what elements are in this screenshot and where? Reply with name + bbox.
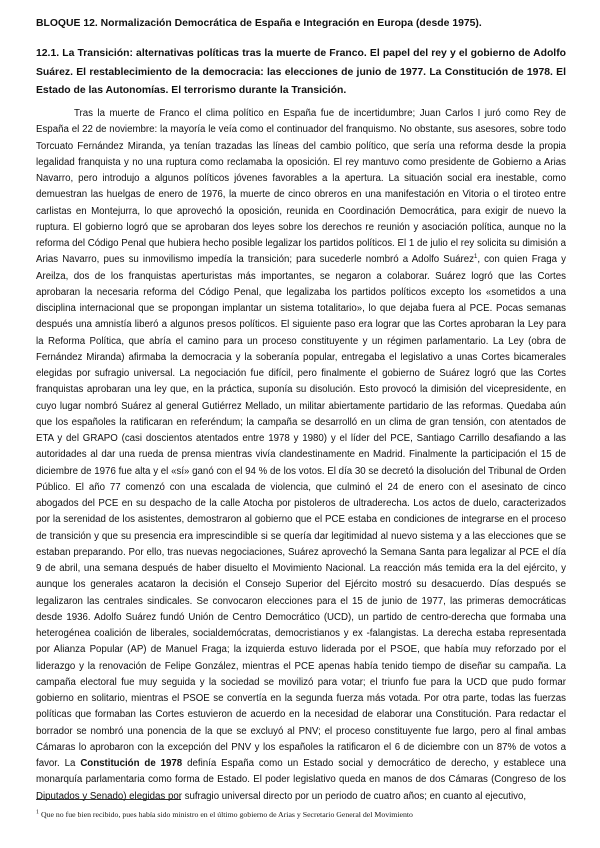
- constitution-term: Constitución de 1978: [80, 758, 183, 769]
- body-paragraph: [36, 106, 566, 805]
- block-title: BLOQUE 12. Normalización Democrática de España e Integración en Europa (desde 1975).: [36, 18, 482, 29]
- footnote: [36, 810, 566, 820]
- footnote-reference[interactable]: 1: [474, 254, 478, 261]
- footnote-divider: [36, 799, 181, 800]
- body-text-part-2: , con quien Fraga y Areilza, dos de los franquistas aperturistas más importantes, se negaron a colaborar. Suárez logró que las Cortes aprobaran la necesaria reforma del Código Penal, que legalizaba los partidos políticos excepto los «sometidos a una disciplina internacional que se propongan implantar un sistema totalitario», lo que dejaba fuera al PCE. Pocas semanas después una amnistía liberó a algunos presos políticos. El siguiente paso era lograr que las Cortes aprobaran la Ley para la Reforma Política, que abría el camino para un proceso constituyente y un régimen parlamentario. La Ley (obra de Fernández Miranda) afirmaba la democracia y la soberanía popular, entregaba el legislativo a unas Cortes bicamerales elegidas por sufragio universal. La negociación fue difícil, pero finalmente el gobierno de Suárez logró que las Cortes franquistas aprobaran una ley que, en la práctica, suponía su disolución. Esto provocó la dimisión del vicepresidente, en cuyo lugar nombró Suárez al general Gutiérrez Mellado, un militar abiertamente partidario de las reformas. Quedaba aún que los españoles la ratificaran en referéndum; la campaña se desarrolló en un clima de gran tensión, con atentados de ETA y del GRAPO (casi doscientos atentados entre 1978 y 1980) y el líder del PCE, Santiago Carrillo desafiando a las autoridades al dar una rueda de prensa mientras vivía clandestinamente en Madrid. Finalmente la participación el 15 de diciembre de 1976 fue alta y el «sí» ganó con el 94 % de los votos. El día 30 se decretó la disolución del Tribunal de Orden Público. El año 77 comenzó con una escalada de violencia, que culminó el 24 de enero con el asesinato de cinco abogados del PCE en su despacho de la calle Atocha por pistoleros de ultraderecha. Los actos de duelo, caracterizados por la serenidad de los asistentes, demostraron al gobierno que el PCE estaba en condiciones de integrarse en el proceso de transición y que su presencia era imprescindible si se quería dar legitimidad al nuevo sistema y a las elecciones que se estaban preparando. Por ello, tras nuevas negociaciones, Suárez aprovechó la Semana Santa para legalizar al PCE el día 9 de abril, una semana después de haber disuelto el Movimiento Nacional. La reacción más temida era la del ejército, y aunque los generales acataron la decisión el Consejo Superior del Ejército mostró su desacuerdo. Días después se legalizaron las centrales sindicales. Se convocaron elecciones para el 15 de junio de 1977, las primeras democráticas desde 1936. Adolfo Suárez fundó Unión de Centro Democrático (UCD), un partido de centro-derecha que formaba una heterogénea coalición de liberales, socialdemócratas, democristianos y ex -falangistas. La derecha estaba representada por Alianza Popular (AP) de Manuel Fraga; la izquierda estuvo liderada por el PSOE, que había muy reforzado por el liderazgo y la renovación de Felipe González, mientras el PCE apenas había tenido tiempo de diseñar su campaña. La campaña electoral fue muy seguida y la sociedad se movilizó para votar; el triunfo fue para la UCD que pudo formar gobierno en solitario, mientras el PSOE se convertía en la segunda fuerza más votada. Por otra parte, todas las fuerzas políticas que formaban las Cortes estuvieron de acuerdo en la necesidad de elaborar una Constitución. Para redactar el borrador se nombró una ponencia de la que se excluyó al PNV; el proceso constituyente fue largo, pero al final ambas Cámaras lo aprobaron con la excepción del PNV y los españoles la ratificaron el 6 de diciembre con un 87% de votos a favor. La: [36, 254, 566, 769]
- footnote-number: 1: [36, 809, 39, 816]
- body-text-part-3: definía España como un Estado social y democrático de derecho, y establece una monarquía parlamentaria como forma de Estado. El poder legislativo queda en manos de dos Cámaras (Congreso de los Diputados y Senado) elegidas por sufragio universal directo por un periodo de cuatro años; en cuanto al ejecutivo,: [36, 758, 567, 802]
- body-text-part-1: Tras la muerte de Franco el clima político en España fue de incertidumbre; Juan Carlos I juró como Rey de España el 22 de noviembre: la mayoría le veía como el continuador del franquismo. No obstante, sus asesores, sobre todo Torcuato Fernández Miranda, ya tenían trazadas las líneas del cambio político, que sería una reforma desde la propia legalidad franquista y no una ruptura como reclamaba la oposición. El rey mantuvo como presidente de Gobierno a Arias Navarro, pero introdujo a algunos políticos jóvenes favorables a la apertura. La situación social era inestable, como demuestran las huelgas de enero de 1976, la muerte de cinco obreros en una manifestación en Vitoria o el tiroteo entre carlistas en Montejurra, lo que aprovechó la oposición, reunida en Coordinación Democrática, para exigir de nuevo la ruptura. El gobierno logró que se aprobaran dos leyes sobre los derechos re reunión y asociación política, aunque no la reforma del Código Penal que hubiera hecho posible legalizar los partidos políticos. El 1 de julio el rey solicita su dimisión a Arias Navarro, pues su inmovilismo impedía la transición; para sucederle nombró a Adolfo Suárez: [36, 108, 566, 266]
- footnote-text: Que no fue bien recibido, pues había sido ministro en el último gobierno de Arias y Secretario General del Movimiento: [39, 810, 413, 819]
- section-heading: 12.1. La Transición: alternativas políticas tras la muerte de Franco. El papel del rey y el gobierno de Adolfo Suárez. El restablecimiento de la democracia: las elecciones de junio de 1977. La Constitución de 1978. El Estado de las Autonomías. El terrorismo durante la Transición.: [36, 48, 566, 96]
